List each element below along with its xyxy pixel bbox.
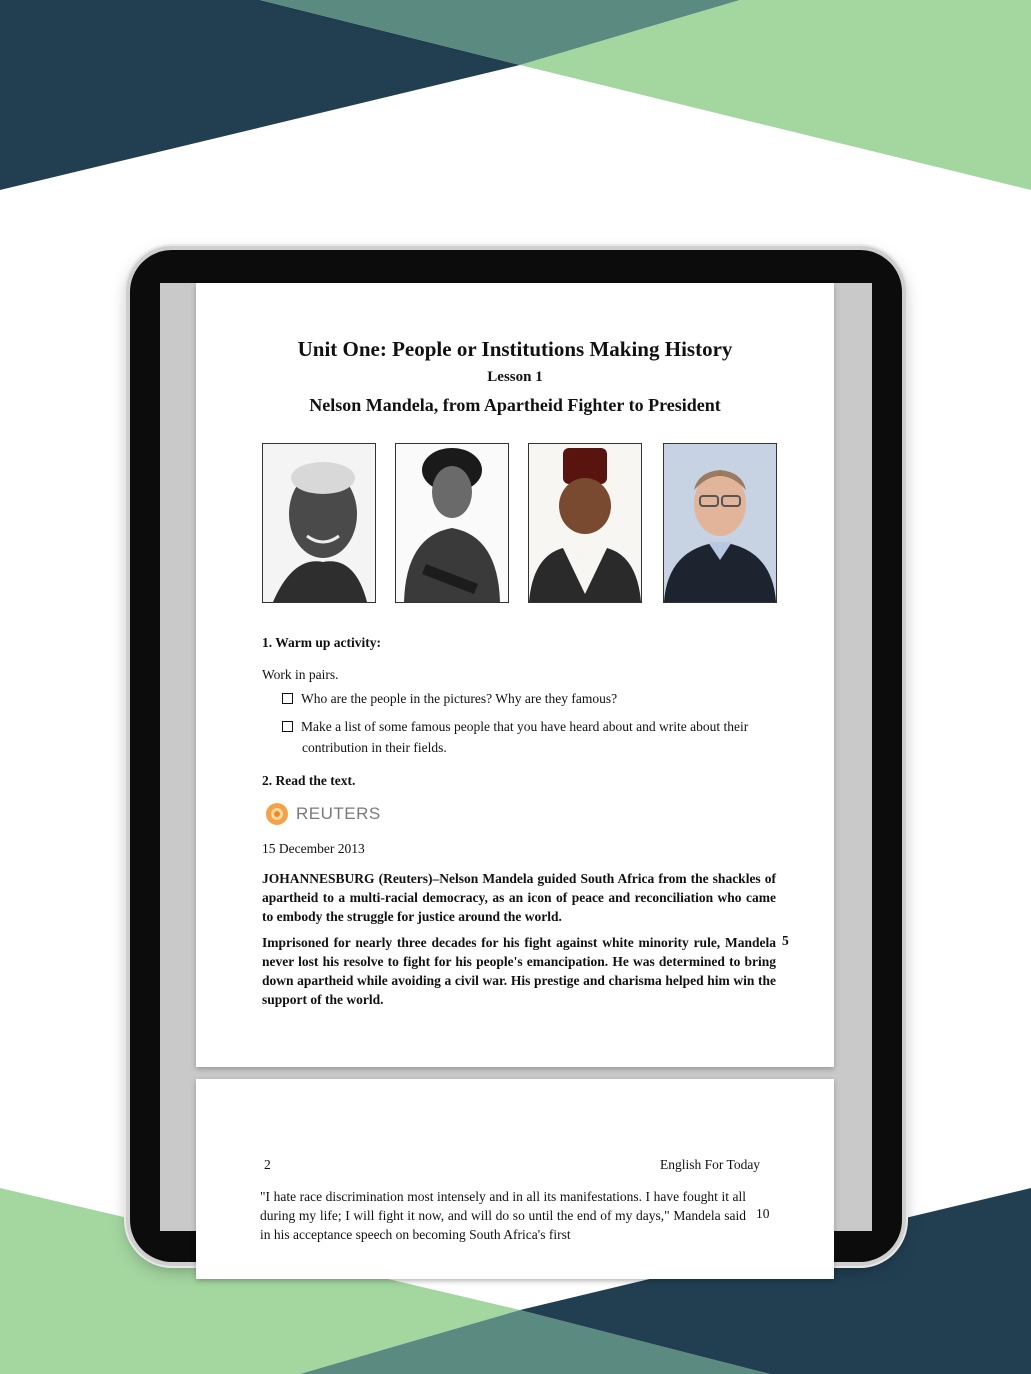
bullet-text: Who are the people in the pictures? Why are they famous? bbox=[301, 691, 618, 706]
read-heading: 2. Read the text. bbox=[262, 773, 356, 788]
checkbox-icon bbox=[282, 721, 293, 732]
portrait-nazrul bbox=[395, 443, 509, 603]
bullet-item bbox=[282, 691, 802, 707]
reuters-logo-icon bbox=[262, 801, 292, 827]
portrait-gates bbox=[663, 443, 777, 603]
checkbox-icon bbox=[282, 693, 293, 704]
unit-title: Unit One: People or Institutions Making History bbox=[297, 337, 733, 361]
quote-paragraph: "I hate race discrimination most intensely and in all its manifestations. I have fought it all during my life; I will fight it now, and will do so until the end of my days," Mandela said in his acceptance speech on becoming South Africa's first bbox=[260, 1189, 746, 1242]
page-number: 2 bbox=[264, 1157, 271, 1172]
reuters-logo bbox=[262, 801, 402, 827]
line-number: 5 bbox=[782, 933, 789, 948]
lesson-title: Nelson Mandela, from Apartheid Fighter to President bbox=[309, 395, 721, 415]
warmup-heading: 1. Warm up activity: bbox=[262, 635, 381, 650]
bullet-item bbox=[282, 716, 802, 758]
document-viewer[interactable] bbox=[160, 283, 872, 1242]
document-page-2 bbox=[196, 1079, 834, 1279]
portrait-mandela bbox=[262, 443, 376, 603]
warmup-instruction: Work in pairs. bbox=[262, 667, 339, 682]
page-header: English For Today bbox=[660, 1157, 761, 1172]
article-date: 15 December 2013 bbox=[262, 841, 365, 856]
bullet-text: Make a list of some famous people that you have heard about and write about their contribution in their fields. bbox=[301, 719, 749, 755]
lesson-label: Lesson 1 bbox=[487, 369, 543, 385]
article-paragraph: Imprisoned for nearly three decades for his fight against white minority rule, Mandela never lost his resolve to fight for his people's emancipation. He was determined to bring down apartheid while avoiding a civil war. His prestige and charisma helped him win the support of the world. bbox=[262, 935, 776, 1007]
portrait-elder-with-fez bbox=[528, 443, 642, 603]
logo-text: REUTERS bbox=[296, 804, 381, 823]
article-paragraph: JOHANNESBURG (Reuters)–Nelson Mandela guided South Africa from the shackles of apartheid to a multi-racial democracy, as an icon of peace and reconciliation who came to embody the struggle for justice around the world. bbox=[262, 871, 776, 924]
line-number: 10 bbox=[756, 1206, 770, 1221]
document-page-1 bbox=[196, 283, 834, 1067]
